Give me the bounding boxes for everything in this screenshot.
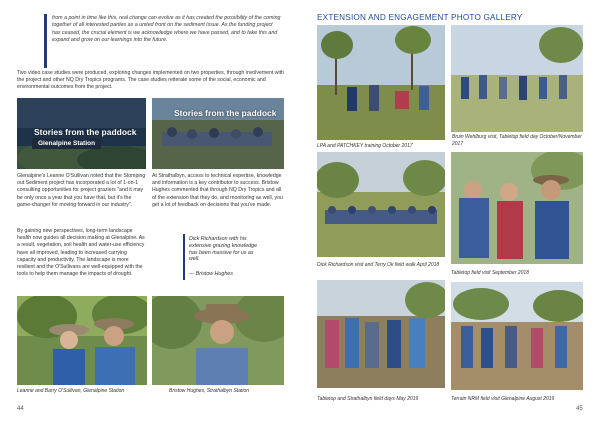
- intro-paragraph: Two video case studies were produced, exploring changes implemented on two properties, through involvement with the project and other NQ Dry Tropics programs. The case studies reiterate some of the social, economic and environmental outcomes from the project.: [17, 70, 285, 91]
- video-thumbnail-strathalbyn[interactable]: [152, 98, 284, 169]
- photo-bruin-wehlburg: [451, 25, 583, 132]
- photo-terrain-nrm-visit: [451, 282, 583, 390]
- caption-gallery-4: Tabletop field visit September 2018: [451, 270, 529, 276]
- caption-bristow: Bristow Hughes, Strathalbyn Station: [169, 388, 250, 394]
- photo-lpa-training: [317, 25, 445, 140]
- caption-gallery-1: LPA and PATCHKEY training October 2017: [317, 143, 413, 149]
- video-subtitle: Glenalpine Station: [32, 138, 101, 149]
- caption-osullivans: Leanne and Barry O'Sullivan, Glenalpine Station: [17, 388, 125, 394]
- intro-quote: from a point in time like this, real change can evolve as it has created the possibility of the coming together of all interested parties as a united front on the sediment issue. As the funding project has ceased, the crucial element is we acknowledge where we have passed, and to take this and expand and grow on our learnings into the future.: [52, 15, 281, 44]
- photo-osullivans: [17, 296, 147, 385]
- photo-dick-richardson: [317, 152, 445, 257]
- glenalpine-paragraph-1: Glenalpine's Leanne O'Sullivan noted that the Stomping out Sediment project has incorporated a lot of 1-on-1 consulting opportunities for project graziers "and it may be only once a year that you have that, but it's the game-changer for moving forward in our industry".: [17, 173, 146, 208]
- pull-quote: [189, 236, 261, 263]
- page-number-left: 44: [17, 406, 24, 412]
- right-page: [300, 0, 600, 424]
- caption-gallery-2: Bruin Wehlburg visit, Tabletop field day October/November 2017: [452, 134, 582, 147]
- page-number-right: 45: [576, 406, 583, 412]
- quote-bar: [44, 14, 47, 68]
- pull-quote-text: Dick Richardson with his extensive grazing knowledge has been massive for us as well.: [189, 236, 258, 263]
- glenalpine-paragraph-2: By gaining new perspectives, long-term landscape health now guides all decision making at Glenalpine. As a result, vegetation, soil health and water-use efficiency have all improved, leading to increased carrying capacity and productivity. The landscape is more resilient and the O'Sullivans are well-equipped with the tools to help them manage the impacts of drought.: [17, 228, 145, 278]
- photo-tabletop-field-visit: [451, 152, 583, 264]
- caption-gallery-6: Terrain NRM field visit Glenalpine August 2019: [451, 396, 555, 402]
- caption-gallery-3: Dick Richardson visit and Terry Ok field walk April 2018: [317, 262, 440, 268]
- caption-gallery-5: Tabletop and Strathalbyn field days May 2019: [317, 396, 419, 402]
- photo-bristow-hughes: [152, 296, 284, 385]
- pull-quote-attribution: — Bristow Hughes: [189, 271, 233, 277]
- pull-quote-bar: [183, 234, 185, 280]
- video-title: Stories from the paddock: [34, 127, 137, 137]
- gallery-title: EXTENSION AND ENGAGEMENT PHOTO GALLERY: [317, 13, 523, 22]
- strathalbyn-paragraph: At Strathalbyn, access to technical expertise, knowledge and information is a key contributor to success. Bristow Hughes commented that through NQ Dry Tropics and all of the extension that they do, and monitoring as well, you get a lot of feedback on decisions that you've made.: [152, 173, 283, 208]
- photo-tabletop-strathalbyn: [317, 280, 445, 388]
- video-thumbnail-glenalpine[interactable]: [17, 98, 146, 169]
- video-title: Stories from the paddock: [174, 108, 277, 118]
